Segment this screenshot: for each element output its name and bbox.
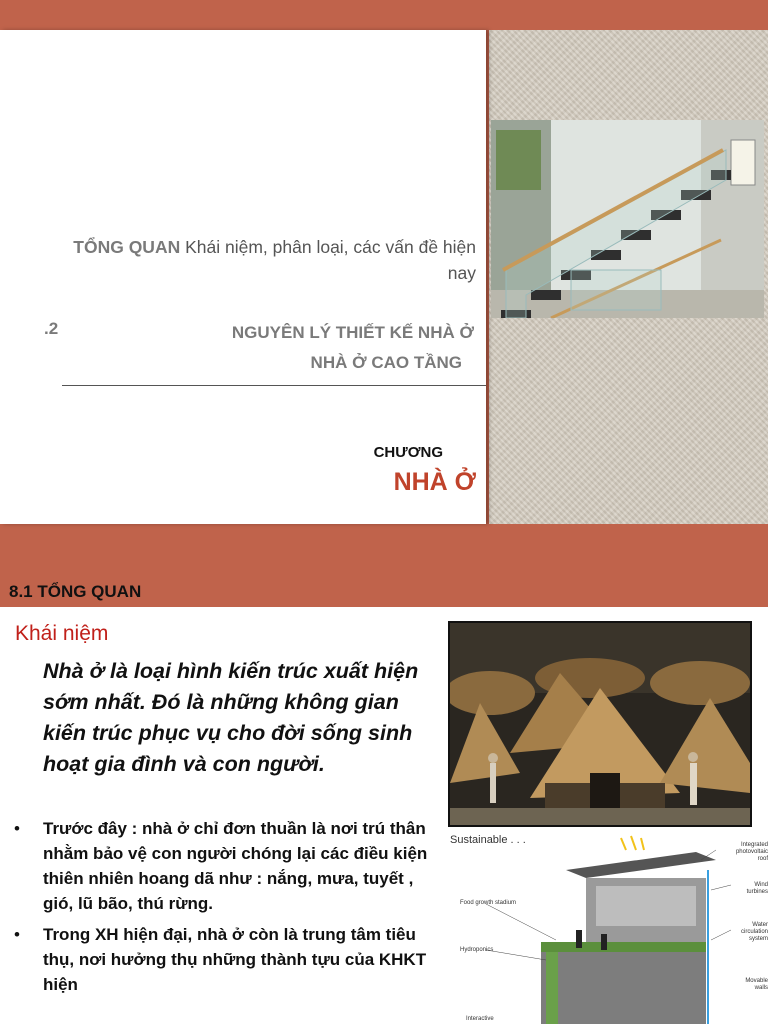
label-food-growth: Food growth stadium: [460, 900, 517, 906]
bullet-text: Trong XH hiện đại, nhà ở còn là trung tâm tiêu thụ, nơi hưởng thụ những thành tựu của KHKT hiện: [43, 925, 427, 994]
diagram-title: Sustainable . . .: [450, 834, 526, 846]
section-number: .2: [44, 319, 59, 338]
slide-header-bar: [0, 576, 768, 607]
bullet-list: [14, 816, 434, 1003]
overview-line: [60, 234, 476, 286]
staircase-photo: [491, 120, 764, 318]
overview-slide: [0, 576, 768, 1024]
concept-definition: Nhà ở là loại hình kiến trúc xuất hiện sớm nhất. Đó là những không gian kiến trúc phục vụ cho đời sống sinh hoạt gia đình và con người.: [43, 659, 419, 776]
label-hydroponics: Hydroponics: [460, 947, 494, 953]
principle-block: [120, 318, 474, 378]
concept-heading: Khái niệm: [15, 622, 109, 645]
bullet-icon: •: [14, 925, 20, 944]
chapter-title: NHÀ Ở: [393, 468, 476, 496]
chapter-label: CHƯƠNG: [373, 444, 443, 461]
label-wind-turbines: Wind turbines: [746, 882, 768, 895]
sustainable-house-diagram: [446, 830, 768, 1024]
list-item: [14, 922, 434, 997]
principle-line-2: NHÀ Ở CAO TẦNG: [310, 353, 462, 372]
list-item: [14, 816, 434, 916]
overview-rest: Khái niệm, phân loại, các vấn đề hiện nay: [185, 237, 476, 283]
bullet-text: Trước đây : nhà ở chỉ đơn thuần là nơi trú thân nhằm bảo vệ con người chóng lại các điều kiện thiên nhiên hoang dã như : nắng, mưa, tuyết , gió, lũ bão, thú rừng.: [43, 819, 428, 913]
label-movable-walls: Movable walls: [745, 978, 768, 991]
label-pv-roof: Integrated photovoltaic roof: [735, 842, 768, 862]
bullet-icon: •: [14, 819, 20, 838]
thatched-huts-photo-icon: [450, 623, 750, 825]
staircase-photo-icon: [491, 120, 764, 318]
slide-header-title: 8.1 TỔNG QUAN: [9, 582, 142, 601]
label-interactive: Interactive: [466, 1016, 494, 1022]
label-water-circulation: Water circulation system: [740, 922, 768, 942]
thatched-huts-photo: [448, 621, 752, 827]
principle-line-1: NGUYÊN LÝ THIẾT KẾ NHÀ Ở: [231, 323, 474, 342]
diagram-drawing: [446, 830, 768, 1024]
divider-line: [62, 385, 486, 386]
bottom-accent-bar: [0, 524, 768, 576]
overview-bold: TỔNG QUAN: [73, 237, 181, 257]
top-accent-bar: [0, 0, 768, 30]
